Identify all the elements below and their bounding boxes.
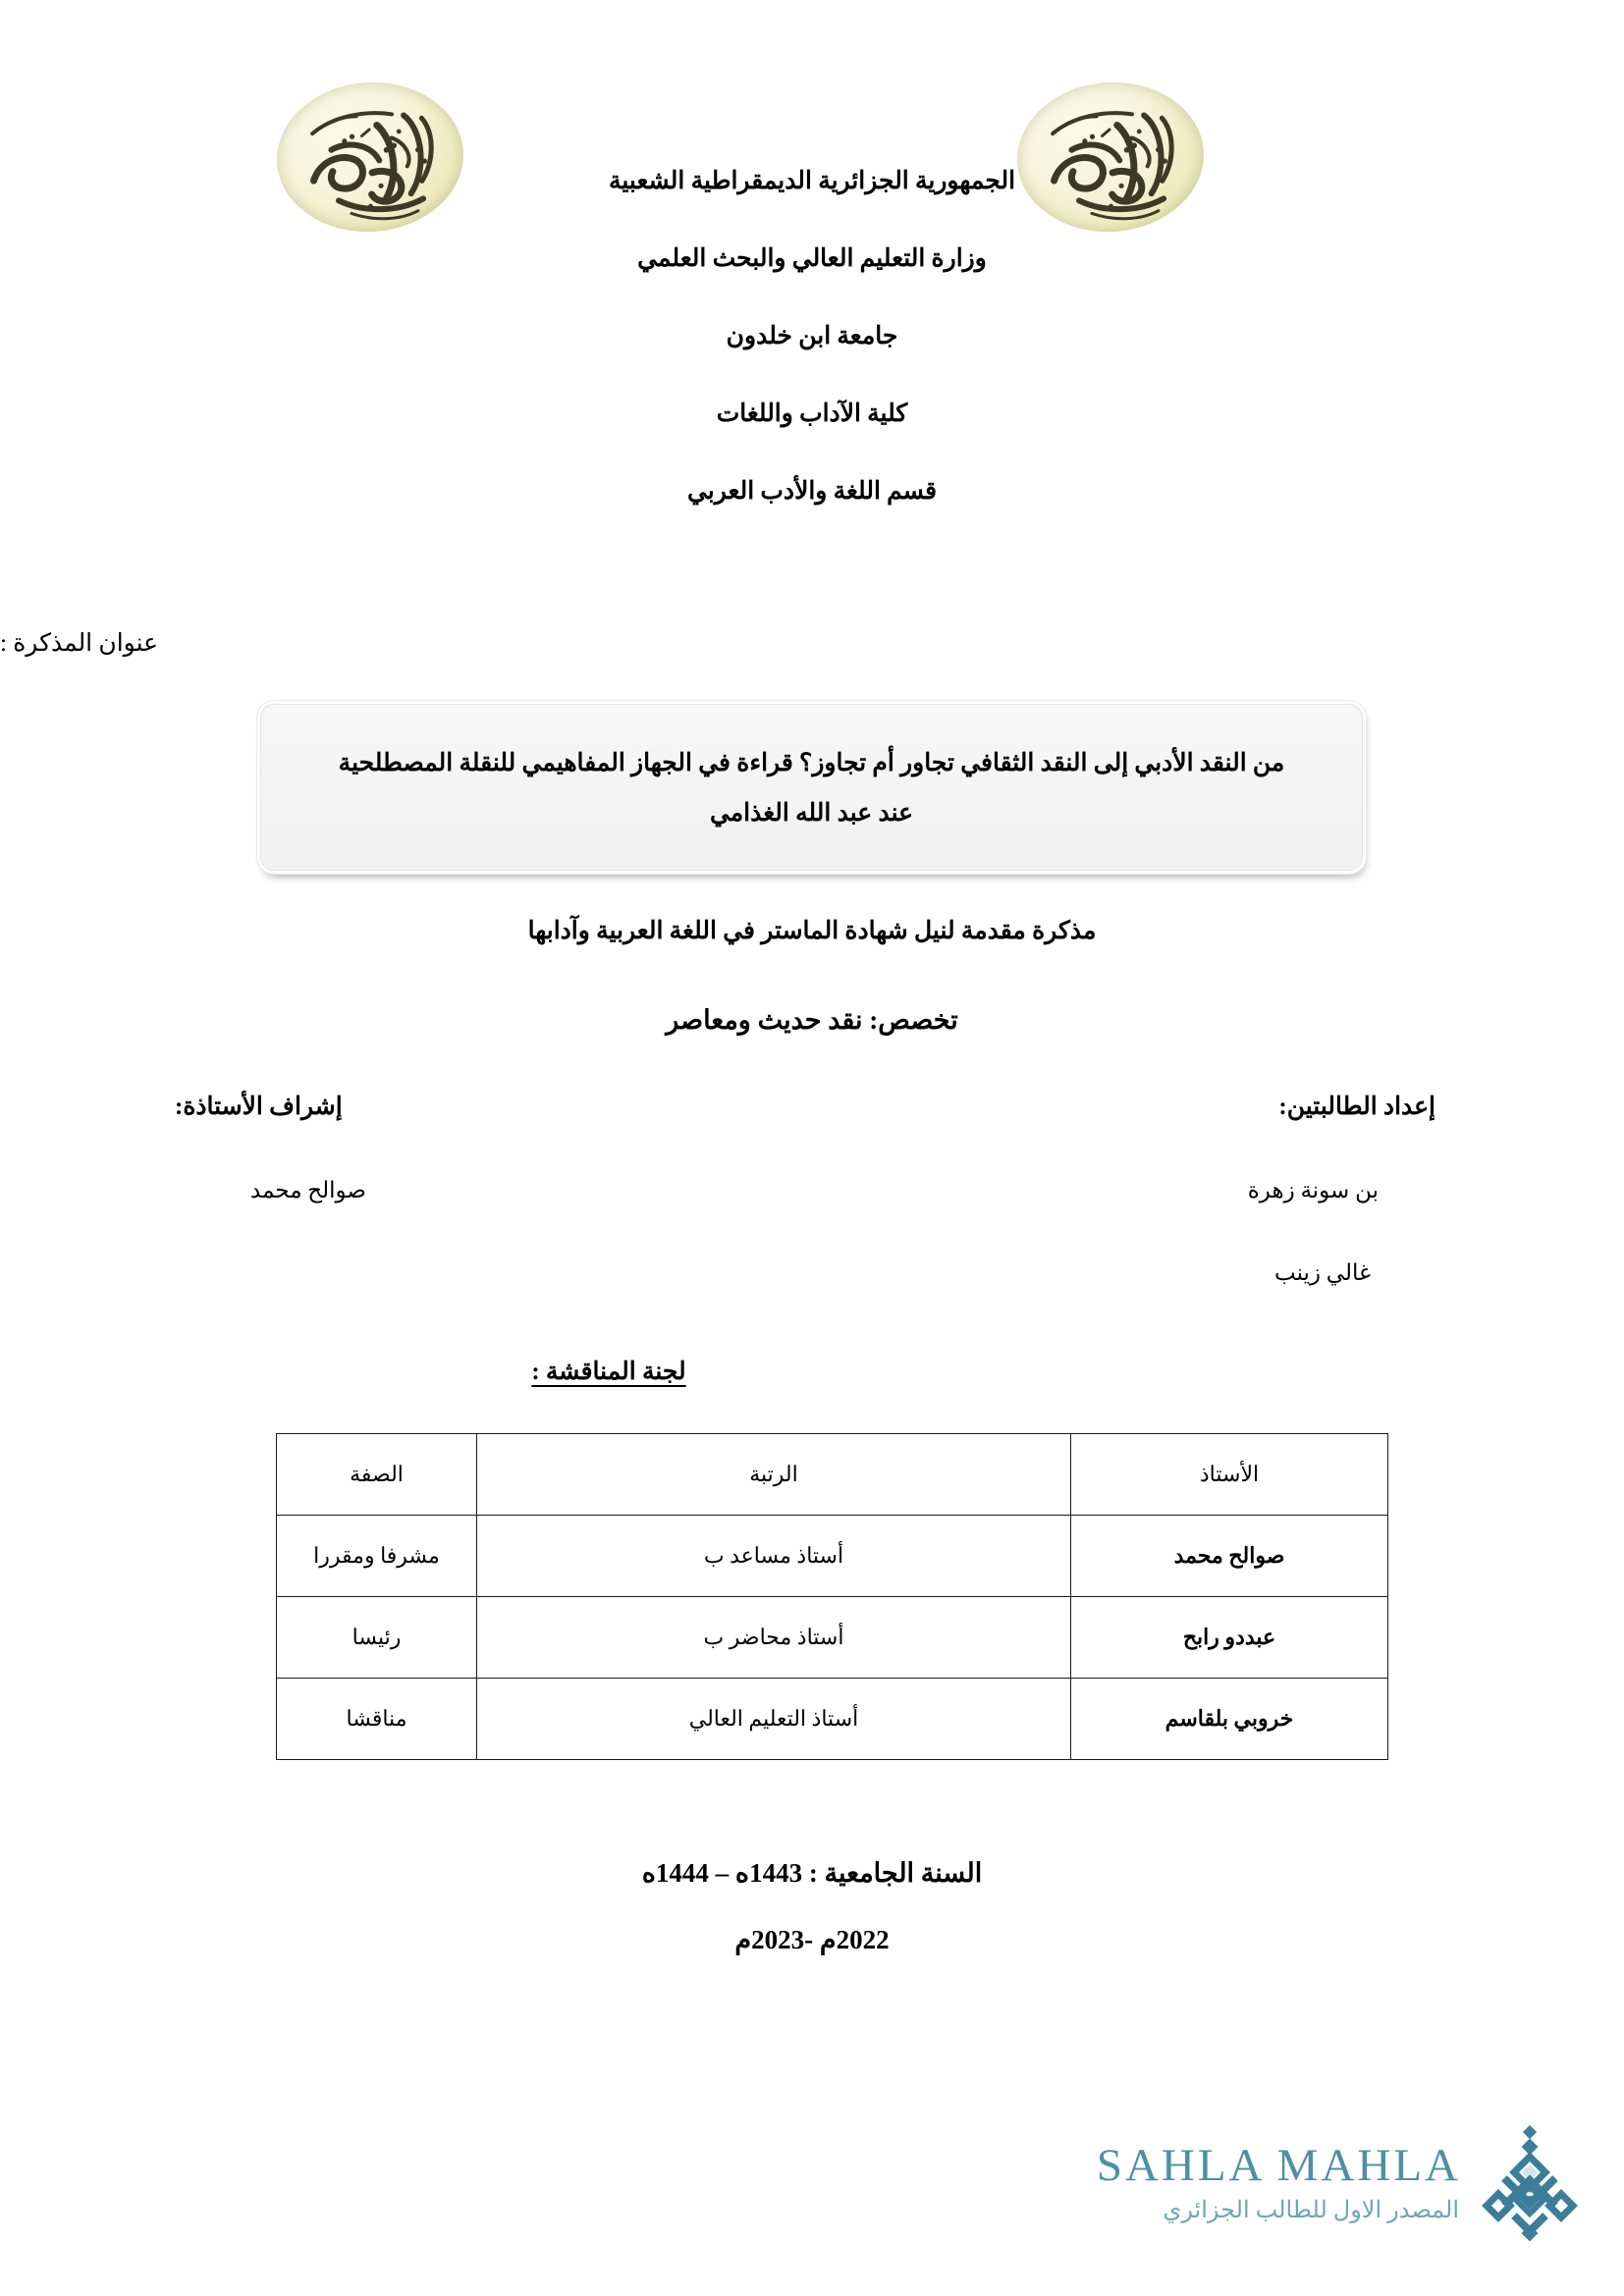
cell-role: مناقشا <box>277 1679 477 1760</box>
specialization-line: تخصص: نقد حديث ومعاصر <box>666 1005 958 1035</box>
cell-role: رئيسا <box>277 1597 477 1679</box>
faculty-line: كلية الآداب واللغات <box>716 400 908 427</box>
column-header-role: الصفة <box>277 1434 477 1516</box>
republic-line: الجمهورية الجزائرية الديمقراطية الشعبية <box>608 168 1016 194</box>
department-line: قسم اللغة والأدب العربي <box>686 478 938 505</box>
column-header-rank: الرتبة <box>477 1434 1071 1516</box>
committee-table <box>276 1433 1388 1760</box>
cell-professor: صوالح محمد <box>1071 1516 1388 1597</box>
column-header-professor: الأستاذ <box>1071 1434 1388 1516</box>
cell-professor: عبددو رابح <box>1071 1597 1388 1679</box>
degree-statement: مذكرة مقدمة لنيل شهادة الماستر في اللغة العربية وآدابها <box>527 918 1097 944</box>
committee-heading: لجنة المناقشة : <box>531 1359 686 1385</box>
students-heading: إعداد الطالبتين: <box>1278 1094 1435 1120</box>
academic-year-gregorian: 2022م -2023م <box>734 1925 890 1954</box>
thesis-title-text: من النقد الأدبي إلى النقد الثقافي تجاور أم تجاوز؟ قراءة في الجهاز المفاهيمي للنقلة المصطلحية عند عبد الله الغذامي <box>338 750 1285 828</box>
supervisor-heading: إشراف الأستاذة: <box>175 1094 343 1120</box>
table-row <box>277 1516 1388 1597</box>
header-zone <box>0 79 1624 589</box>
university-line: جامعة ابن خلدون <box>726 323 898 349</box>
ministry-line: وزارة التعليم العالي والبحث العلمي <box>637 245 987 272</box>
student-name-1: بن سونة زهرة <box>1247 1178 1379 1202</box>
supervisor-name-1: صوالح محمد <box>250 1178 366 1202</box>
memo-title-label: عنوان المذكرة : <box>0 630 159 657</box>
sahla-mahla-watermark <box>1096 2125 1589 2253</box>
table-row <box>277 1679 1388 1760</box>
cell-rank: أستاذ مساعد ب <box>477 1516 1071 1597</box>
watermark-wordmark: SAHLA MAHLA <box>1096 2140 1461 2191</box>
institution-heading-block <box>0 169 1624 504</box>
diamond-lattice-icon <box>1471 2125 1589 2243</box>
table-header-row <box>277 1434 1388 1516</box>
cell-role: مشرفا ومقررا <box>277 1516 477 1597</box>
cell-professor: خروبي بلقاسم <box>1071 1679 1388 1760</box>
watermark-tagline: المصدر الاول للطالب الجزائري <box>1163 2198 1459 2223</box>
thesis-title-box <box>260 704 1363 871</box>
people-block <box>0 1092 1624 1337</box>
cell-rank: أستاذ التعليم العالي <box>477 1679 1071 1760</box>
academic-year-hijri: السنة الجامعية : 1443ه – 1444ه <box>641 1858 983 1888</box>
cell-rank: أستاذ محاضر ب <box>477 1597 1071 1679</box>
table-row <box>277 1597 1388 1679</box>
student-name-2: غالي زينب <box>1274 1260 1371 1285</box>
